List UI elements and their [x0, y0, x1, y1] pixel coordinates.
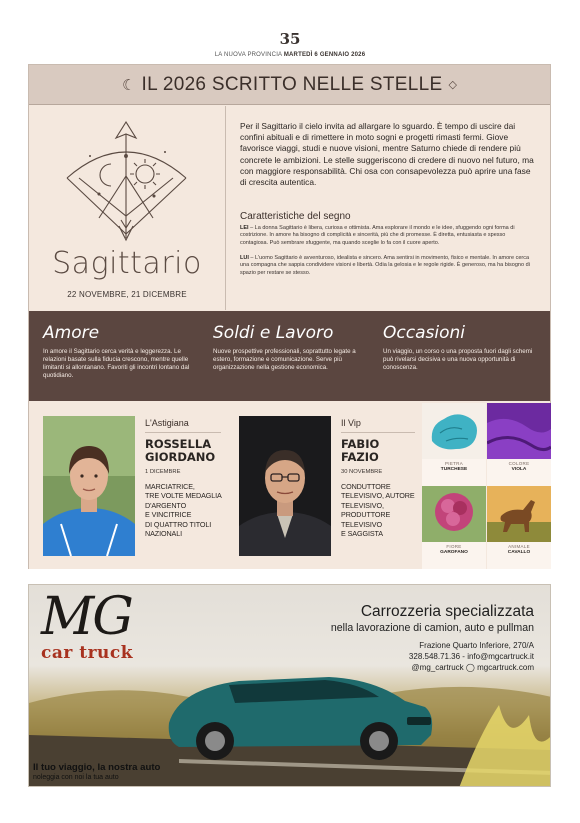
crescent-moon-icon: ☾ [122, 76, 136, 94]
cartruck-logo: car truck [41, 643, 134, 663]
ad-subheadline: nella lavorazione di camion, auto e pullman [330, 622, 534, 634]
symbol-label: COLORE [508, 461, 530, 466]
person-category: L'Astigiana [145, 418, 189, 428]
symbol-value: CAVALLO [507, 550, 531, 555]
person-description-line: PRODUTTORE [341, 510, 391, 520]
person-name [341, 438, 379, 464]
ad-slogan: Il tuo viaggio, la nostra auto [33, 762, 161, 773]
ad-website[interactable]: mgcartruck.com [477, 663, 534, 672]
sign-box [29, 106, 225, 310]
person-name-line2: FAZIO [341, 450, 379, 464]
person-description-line: D'ARGENTO [145, 500, 187, 510]
column-divider [225, 106, 226, 310]
lui-text: – L'uomo Sagittario è avventuroso, idealista e sincero. Ama sentirsi in movimento, fisico e mentale. In amore cerca una compagna che sappia condividere visioni e libertà. Odia la gelosia e le regole rigide. È generoso, ma ha bisogno di spazio per restare se stesso. [240, 255, 530, 276]
section-love [43, 311, 203, 380]
people-section [29, 402, 550, 569]
characteristics-lui [240, 255, 535, 277]
person-description-line: MARCIATRICE, [145, 482, 195, 491]
masthead [0, 30, 580, 58]
person-description-line: DI QUATTRO TITOLI [145, 519, 212, 529]
violet-fabric-icon [487, 403, 551, 459]
mg-cartruck-advertisement[interactable] [28, 584, 551, 787]
person-name-line2: GIORDANO [145, 450, 216, 464]
person-name-line1: FABIO [341, 437, 380, 451]
person-description-line: NAZIONALI [145, 529, 183, 539]
person-birthdate: 1 DICEMBRE [145, 469, 181, 475]
characteristics-lei [240, 225, 535, 247]
instagram-icon: ◯ [465, 663, 475, 672]
person-description-line: TRE VOLTE MEDAGLIA [145, 491, 222, 501]
person-name-line1: ROSSELLA [145, 437, 212, 451]
section-heading: Soldi e Lavoro [213, 323, 334, 343]
publication-line [0, 52, 580, 58]
section-money-work [213, 311, 373, 372]
person-rule [145, 432, 221, 433]
person-description-line: E VINCITRICE [145, 510, 192, 520]
section-text: In amore il Sagittario cerca verità e leggerezza. Le relazioni basate sulla fiducia crescono, mentre quelle limitanti si allontanano. Favoriti gli incontri lontano dal quotidiano. [43, 348, 190, 379]
forecast-band [29, 311, 550, 401]
person-name [145, 438, 215, 464]
person-description-line: CONDUTTORE [341, 482, 391, 491]
lei-label: LEI [240, 225, 249, 231]
portrait-fabio-fazio [239, 416, 331, 556]
sign-dates: 22 NOVEMBRE, 21 DICEMBRE [67, 290, 187, 299]
turquoise-stone-icon [422, 403, 486, 459]
person-birthdate: 30 NOVEMBRE [341, 469, 383, 475]
person-category: Il Vip [341, 418, 361, 428]
horoscope-feature [28, 64, 551, 569]
section-text: Un viaggio, un corso o una proposta fuori dagli schemi può rivelarsi decisiva e una nuova opportunità di conoscenza. [383, 348, 533, 371]
section-heading: Amore [43, 323, 100, 343]
symbol-label: PIETRA [444, 461, 464, 466]
feature-title-bar [29, 65, 550, 105]
ad-phone-email[interactable]: 328.548.71.36 - info@mgcartruck.it [408, 652, 534, 661]
symbol-label: ANIMALE [508, 544, 530, 549]
portrait-rossella-giordano [43, 416, 135, 556]
ad-social[interactable]: @mg_cartruck [411, 663, 464, 672]
sign-name: Sagittario [52, 246, 202, 281]
person-description-line: TELEVISIVO, [341, 500, 384, 510]
sagittarius-emblem-icon [59, 116, 194, 246]
person-description-line: TELEVISIVO [341, 519, 382, 529]
section-opportunities [383, 311, 543, 372]
feature-title: IL 2026 SCRITTO NELLE STELLE [141, 73, 443, 95]
page-number: 35 [279, 30, 301, 48]
publication-date: MARTEDÌ 6 GENNAIO 2026 [283, 52, 366, 58]
symbol-value: TURCHESE [440, 467, 468, 472]
lui-label: LUI [240, 255, 249, 261]
person-rule [341, 432, 415, 433]
person-description [341, 482, 415, 538]
ad-headline: Carrozzeria specializzata [360, 603, 534, 620]
symbol-animal [487, 486, 551, 569]
person-description [145, 482, 222, 538]
lei-text: – La donna Sagittario è libera, curiosa e ottimista. Ama esplorare il mondo e le idee, sfuggendo ogni forma di costrizione. In amore ha bisogno di complicità e sincerità, più che di promesse. È diretta, entusiasta e spesso contagiosa. Può sembrare sfuggente, ma quando sceglie lo fa con il cuore aperto. [240, 225, 515, 246]
symbol-color [487, 403, 551, 486]
symbol-flower [422, 486, 486, 569]
symbol-value: VIOLA [511, 467, 527, 472]
characteristics-title: Caratteristiche del segno [240, 211, 351, 222]
ad-slogan-sub: noleggia con noi la tua auto [33, 774, 119, 781]
ad-address: Frazione Quarto Inferiore, 270/A [419, 641, 534, 650]
carnation-flower-icon [422, 486, 486, 542]
symbol-stone [422, 403, 486, 486]
mg-logo: MG [41, 587, 132, 647]
intro-paragraph: Per il Sagittario il cielo invita ad allargare lo sguardo. È tempo di uscire dai confini abituali e di rimettere in moto sogni e progetti rimasti fermi. Giove favorisce viaggi, studi e nuove visioni, mentre Saturno chiede di rendere più concrete le ambizioni. Le stelle suggeriscono di credere di nuovo nel futuro, ma con maggiore responsabilità. Chi osa con consapevolezza può aprire una fase di crescita autentica. [240, 121, 534, 188]
person-description-line: TELEVISIVO, AUTORE [341, 491, 415, 501]
symbol-value: GAROFANO [440, 550, 468, 555]
symbol-label: FIORE [446, 544, 462, 549]
publication-name: LA NUOVA PROVINCIA [214, 52, 282, 58]
section-heading: Occasioni [383, 323, 465, 343]
ad-social-row [412, 663, 534, 672]
section-text: Nuove prospettive professionali, soprattutto legate a estero, formazione e comunicazione. Serve più organizzazione nella gestione economica. [213, 348, 356, 371]
diamond-star-icon: ◇ [448, 79, 457, 91]
person-description-line: E SAGGISTA [341, 529, 384, 539]
horse-icon [487, 486, 551, 542]
